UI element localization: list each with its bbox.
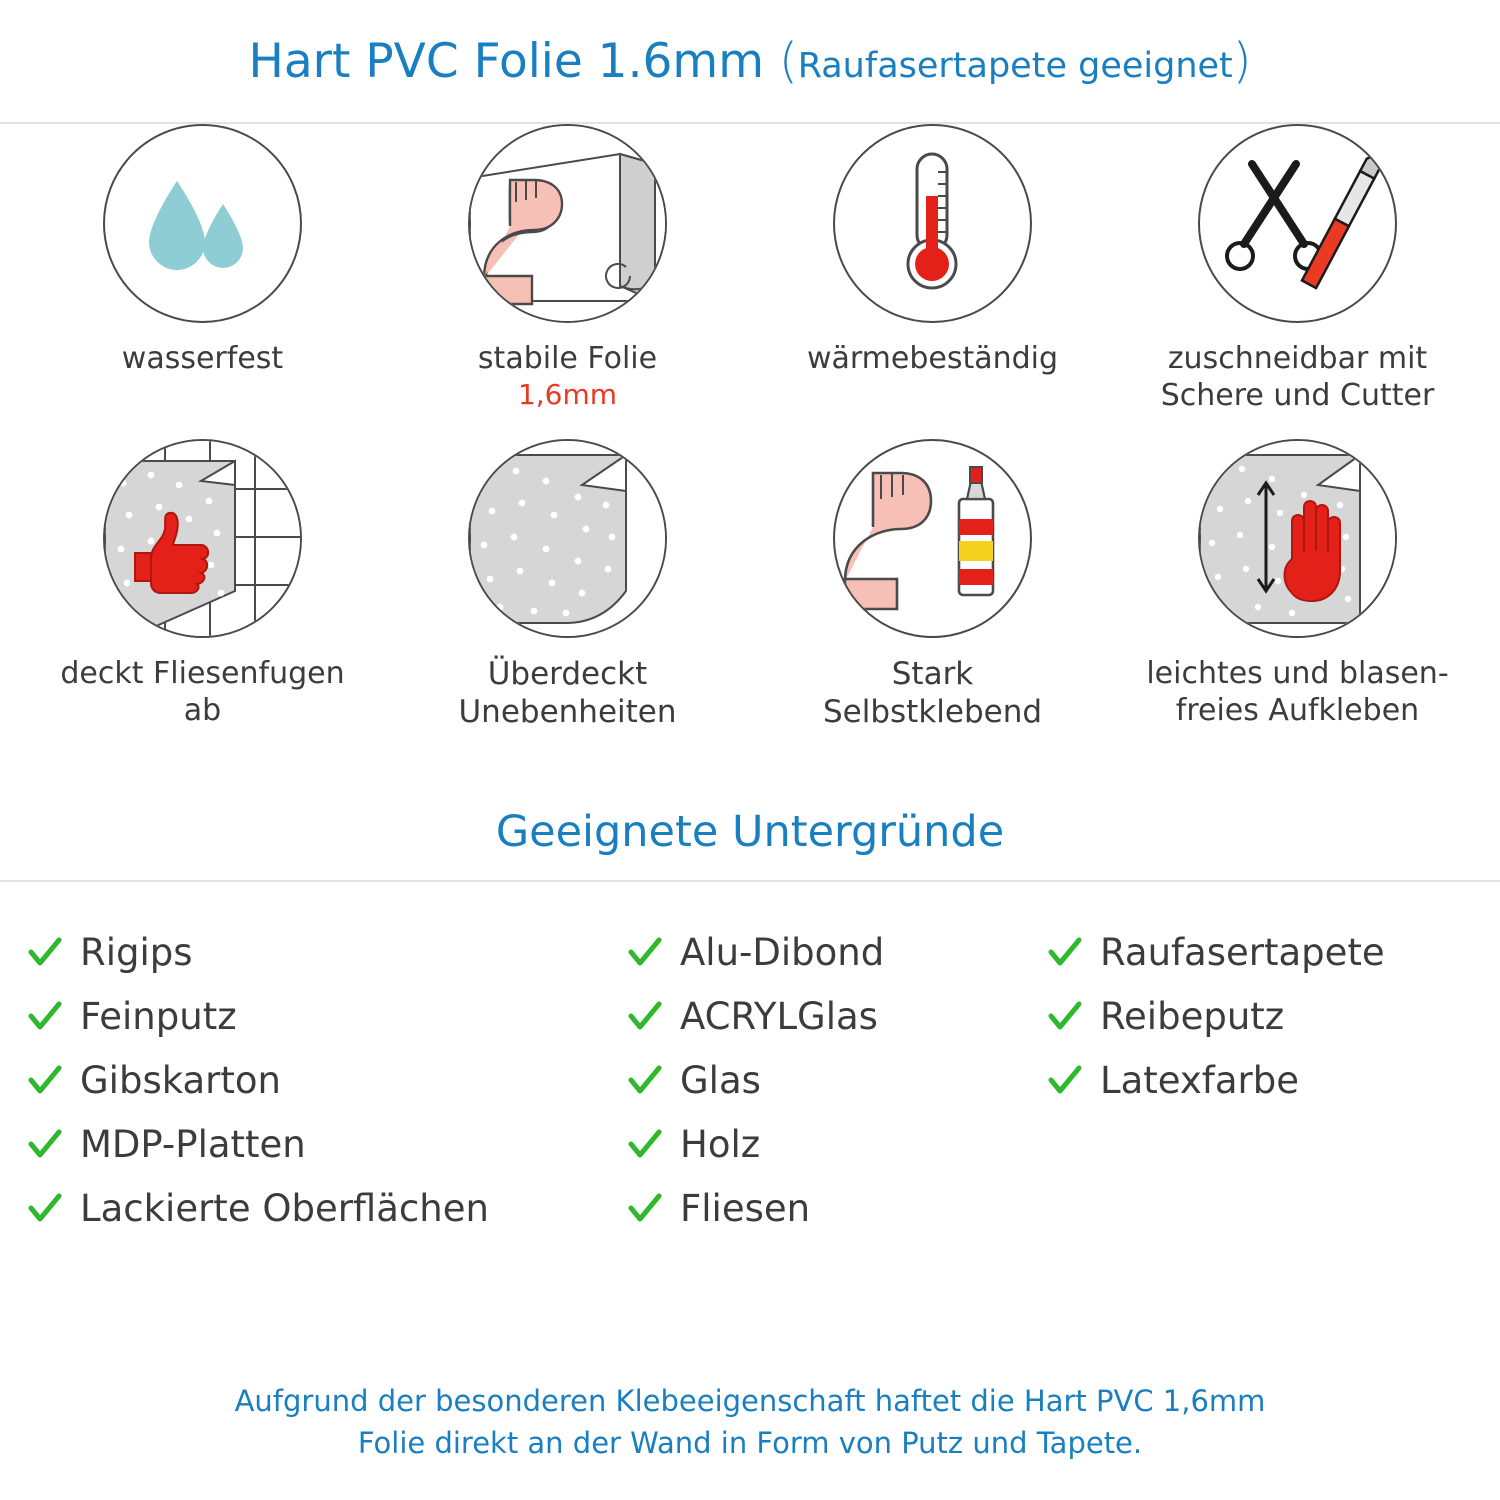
footer-note [0,1380,1500,1464]
feature-label: wasserfest [121,341,284,376]
feature-label: stabile Folie [477,341,658,376]
list-item-label: Rigips [80,931,193,975]
feature-label: leichtes und blasen- freies Aufkleben [1146,656,1449,728]
check-icon [628,1128,662,1162]
check-icon [28,1000,62,1034]
page-title-sub: Raufasertapete geeignet [797,46,1233,86]
substrates-column-3 [1048,924,1500,1238]
list-item [28,988,628,1046]
feature-ueberdeckt-unebenheiten [385,439,750,784]
feature-wasserfest [20,124,385,439]
list-item-label: Glas [680,1059,761,1103]
check-icon [628,1000,662,1034]
list-item [28,924,628,982]
check-icon [1048,936,1082,970]
list-item [1048,1052,1500,1110]
list-item-label: Latexfarbe [1100,1059,1299,1103]
check-icon [628,1192,662,1226]
feature-waermebestaendig [750,124,1115,439]
page-title-main: Hart PVC Folie 1.6mm [248,34,764,89]
list-item [1048,924,1500,982]
section-header [0,784,1500,882]
check-icon [628,936,662,970]
list-item [628,1052,1048,1110]
list-item-label: Lackierte Oberflächen [80,1187,489,1231]
thumbs-up-tiles-icon [103,439,302,638]
flexing-arm-roll-icon [468,124,667,323]
list-item [28,1180,628,1238]
substrates-column-2 [628,924,1048,1238]
water-drops-icon [103,124,302,323]
scissors-cutter-icon [1198,124,1397,323]
list-item [28,1116,628,1174]
list-item-label: ACRYLGlas [680,995,878,1039]
list-item-label: Gibskarton [80,1059,281,1103]
list-item-label: Raufasertapete [1100,931,1385,975]
check-icon [628,1064,662,1098]
footer-line-1: Aufgrund der besonderen Klebeeigenschaft haftet die Hart PVC 1,6mm [234,1383,1266,1418]
feature-label: zuschneidbar mit Schere und Cutter [1160,341,1435,413]
paren-close: ) [1232,33,1252,89]
peeling-film-icon [468,439,667,638]
check-icon [28,1192,62,1226]
check-icon [28,936,62,970]
feature-sublabel: 1,6mm [517,377,618,411]
list-item [628,988,1048,1046]
check-icon [28,1128,62,1162]
footer-line-2: Folie direkt an der Wand in Form von Putz und Tapete. [357,1425,1143,1460]
feature-label: deckt Fliesenfugen ab [60,656,345,728]
list-item-label: Feinputz [80,995,237,1039]
feature-grid [0,124,1500,784]
list-item-label: Holz [680,1123,761,1167]
arm-glue-tube-icon [833,439,1032,638]
substrates-column-1 [28,924,628,1238]
feature-stabile-folie [385,124,750,439]
feature-label: Stark Selbstklebend [822,656,1043,730]
list-item-label: Reibeputz [1100,995,1285,1039]
list-item-label: MDP-Platten [80,1123,306,1167]
substrates-list [0,882,1500,1238]
check-icon [1048,1000,1082,1034]
list-item [1048,988,1500,1046]
feature-label: Überdeckt Unebenheiten [458,656,677,730]
paren-open: ( [778,33,798,89]
feature-label: wärmebeständig [806,341,1059,376]
check-icon [1048,1064,1082,1098]
header [0,0,1500,124]
feature-zuschneidbar [1115,124,1480,439]
list-item [628,1180,1048,1238]
list-item [628,1116,1048,1174]
thermometer-icon [833,124,1032,323]
hand-smoothing-icon [1198,439,1397,638]
list-item-label: Alu-Dibond [680,931,885,975]
section-title: Geeignete Untergründe [495,807,1005,857]
feature-aufkleben [1115,439,1480,784]
feature-fliesenfugen [20,439,385,784]
check-icon [28,1064,62,1098]
list-item-label: Fliesen [680,1187,811,1231]
list-item [28,1052,628,1110]
page-title [249,33,1252,89]
list-item [628,924,1048,982]
feature-selbstklebend [750,439,1115,784]
